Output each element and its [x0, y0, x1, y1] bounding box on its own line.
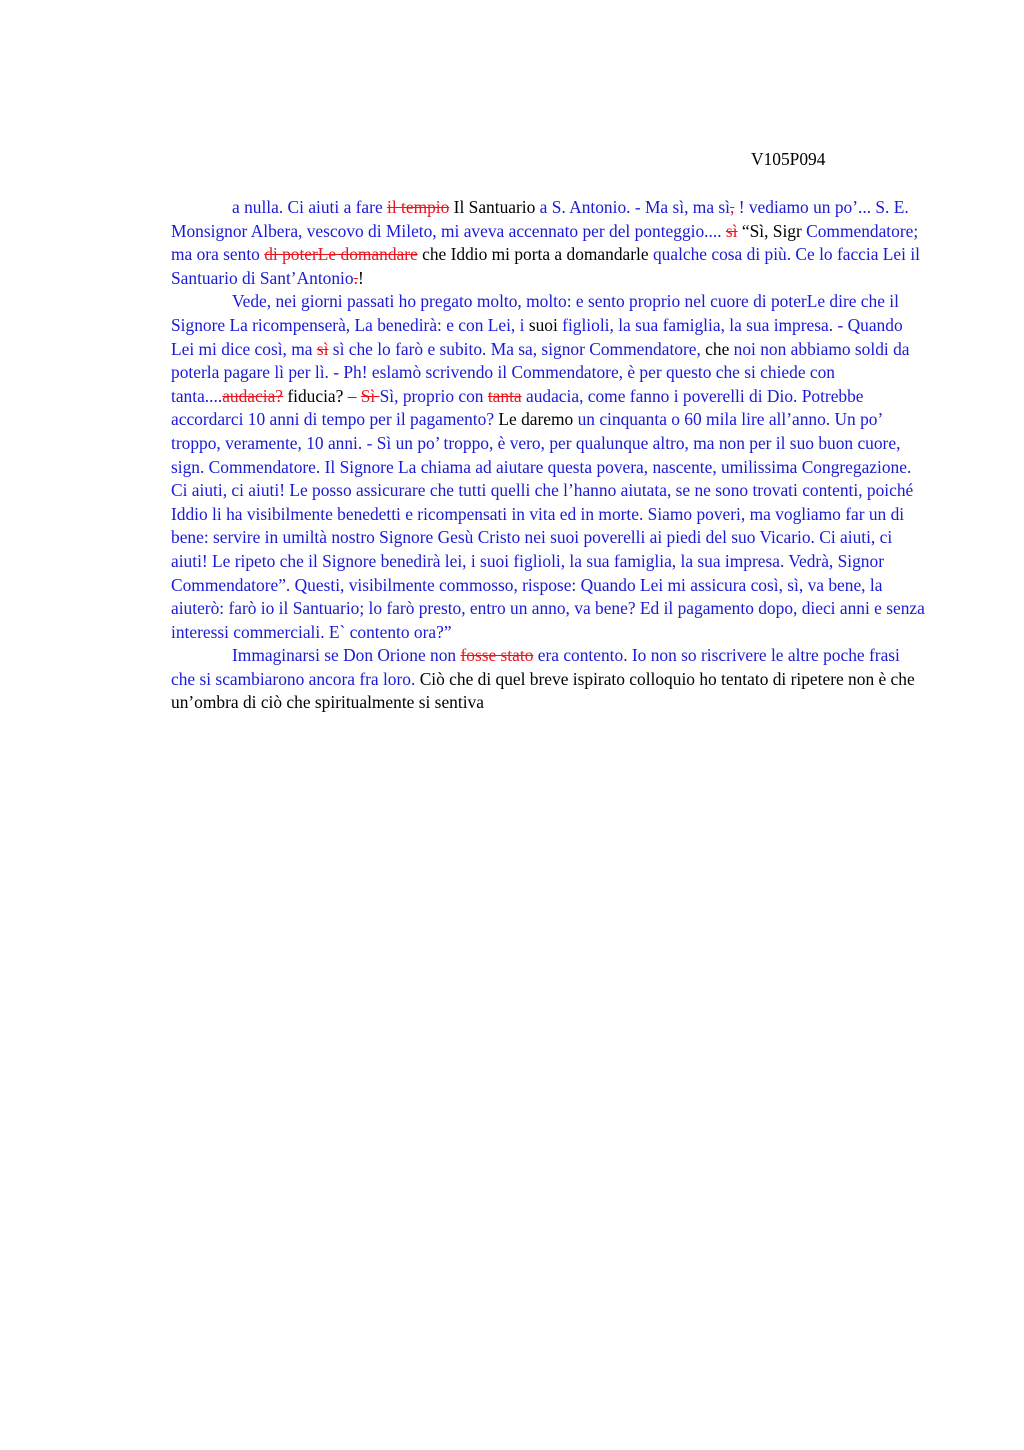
- original-text: Le daremo: [498, 409, 574, 430]
- added-text: Vede, nei giorni passati ho pregato molto, molto: e sento proprio nel cuore di poterLe dire che il Signore La ricompenserà, La benedirà: e con Lei, i: [171, 291, 899, 335]
- original-text: suoi: [528, 314, 558, 335]
- added-text: a nulla. Ci aiuti a fare: [232, 197, 388, 217]
- paragraph: [171, 290, 926, 644]
- deleted-text: fosse stato: [460, 645, 534, 666]
- original-text: “Sì, Sigr: [737, 220, 807, 241]
- paragraph: [171, 644, 926, 715]
- added-text: Commendatore; ma ora sento: [171, 220, 919, 265]
- deleted-text: ,: [730, 197, 735, 217]
- added-text: Immaginarsi se Don Orione non: [232, 645, 461, 666]
- original-text: che: [705, 338, 730, 359]
- added-text: –: [347, 385, 361, 406]
- original-text: Ciò che di quel breve ispirato colloquio ho tentato di ripetere non è che un’ombra di ciò che spiritualmente si sentiva: [171, 668, 915, 713]
- deleted-text: .: [353, 267, 358, 288]
- added-text: audacia, come fanno i poverelli di Dio. Potrebbe accordarci 10 anni di tempo per il pagamento?: [171, 385, 864, 430]
- added-text: qualche cosa di più. Ce lo faccia Lei il Santuario di Sant’Antonio: [171, 244, 920, 288]
- deleted-text: sì: [725, 220, 738, 241]
- added-text: era contento. Io non so riscrivere le altre poche frasi che si scambiarono ancora fra loro.: [171, 645, 900, 689]
- deleted-text: sì: [316, 338, 329, 359]
- paragraph: [171, 196, 926, 290]
- added-text: a S. Antonio. - Ma sì, ma sì: [539, 197, 730, 217]
- deleted-text: audacia?: [222, 385, 284, 406]
- deleted-text: il tempio: [387, 197, 450, 217]
- added-text: noi non abbiamo soldi da poterla pagare lì per lì. - Ph! eslamò scrivendo il Commendatore, è per questo che si chiede con tanta....: [171, 338, 910, 406]
- original-text: !: [357, 267, 364, 288]
- added-text: ! vediamo un po’... S. E. Monsignor Albera, vescovo di Mileto, mi aveva accennato per del ponteggio....: [171, 197, 909, 241]
- original-text: fiducia?: [283, 385, 348, 406]
- deleted-text: tanta: [487, 385, 522, 406]
- original-text: che Iddio mi porta a domandarle: [417, 244, 653, 265]
- body-text: [171, 196, 926, 715]
- added-text: Sì, proprio con: [379, 385, 488, 406]
- page-code: V105P094: [751, 149, 826, 169]
- added-text: figlioli, la sua famiglia, la sua impresa. - Quando Lei mi dice così, ma: [171, 314, 903, 359]
- added-text: sì che lo farò e subito. Ma sa, signor Commendatore,: [328, 338, 706, 359]
- deleted-text: Sì: [360, 385, 380, 406]
- deleted-text: di poterLe domandare: [264, 244, 418, 265]
- added-text: un cinquanta o 60 mila lire all’anno. Un po’ troppo, veramente, 10 anni. - Sì un po’ troppo, è vero, per qualunque altro, ma non per il suo buon cuore, sign. Commendatore. Il Signore La chiama ad aiutare questa povera, nascente, umilissima Congregazione. Ci aiuti, ci aiuti! Le posso assicurare che tutti quelli che l’hanno aiutata, se ne sono trovati contenti, poiché Iddio li ha visibilmente benedetti e ricompensati in vita ed in morte. Siamo poveri, ma vogliamo far un di bene: servire in umiltà nostro Signore Gesù Cristo nei suoi poverelli ai piedi del suo Vicario. Ci aiuti, ci aiuti! Le ripeto che il Signore benedirà lei, i suoi figlioli, la sua famiglia, la sua impresa. Vedrà, Signor Commendatore”. Questi, visibilmente commosso, rispose: Quando Lei mi assicura così, sì, va bene, la aiuterò: farò io il Santuario; lo farò presto, entro un anno, va bene? Ed il pagamento dopo, dieci anni e senza interessi commerciali. E` contento ora?”: [171, 409, 925, 642]
- original-text: Il Santuario: [449, 197, 540, 217]
